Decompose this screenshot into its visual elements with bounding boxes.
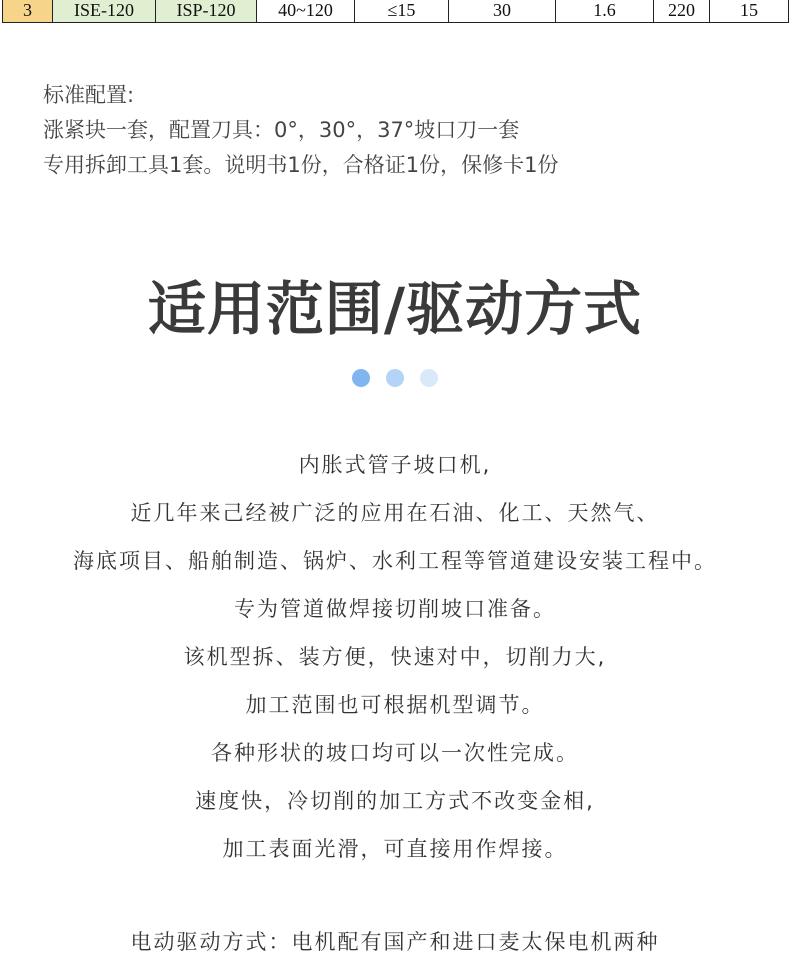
standard-config [43, 78, 558, 183]
description-line: 各种形状的坡口均可以一次性完成。 [211, 741, 579, 765]
description-block [0, 441, 790, 873]
config-line: 涨紧块一套，配置刀具：0°，30°，37°坡口刀一套 [43, 118, 520, 142]
table-cell: ≤15 [355, 0, 449, 23]
drive-method-line: 电动驱动方式：电机配有国产和进口麦太保电机两种 [130, 930, 660, 954]
decorative-dots [0, 369, 790, 387]
table-cell: 15 [710, 0, 789, 23]
config-heading: 标准配置: [43, 83, 135, 107]
dot-icon [386, 369, 404, 387]
description-line: 海底项目、船舶制造、锅炉、水利工程等管道建设安装工程中。 [73, 549, 717, 573]
description-line: 速度快，冷切削的加工方式不改变金相, [195, 789, 595, 813]
table-cell: 40~120 [257, 0, 355, 23]
table-cell: 1.6 [556, 0, 654, 23]
table-cell: 30 [449, 0, 556, 23]
description-line: 内胀式管子坡口机, [298, 453, 492, 477]
table-row [3, 0, 789, 23]
section-title: 适用范围/驱动方式 [147, 275, 643, 343]
description-line: 加工范围也可根据机型调节。 [245, 693, 545, 717]
config-line: 专用拆卸工具1套。说明书1份，合格证1份，保修卡1份 [43, 153, 559, 177]
dot-icon [352, 369, 370, 387]
description-line: 专为管道做焊接切削坡口准备。 [234, 597, 556, 621]
description-line: 加工表面光滑，可直接用作焊接。 [222, 837, 568, 861]
spec-table [2, 0, 789, 23]
description-line: 该机型拆、装方便，快速对中，切削力大, [183, 645, 607, 669]
table-cell: 3 [3, 0, 53, 23]
table-cell: ISE-120 [53, 0, 156, 23]
dot-icon [420, 369, 438, 387]
description-line: 近几年来己经被广泛的应用在石油、化工、天然气、 [130, 501, 660, 525]
table-cell: ISP-120 [156, 0, 257, 23]
table-cell: 220 [654, 0, 710, 23]
